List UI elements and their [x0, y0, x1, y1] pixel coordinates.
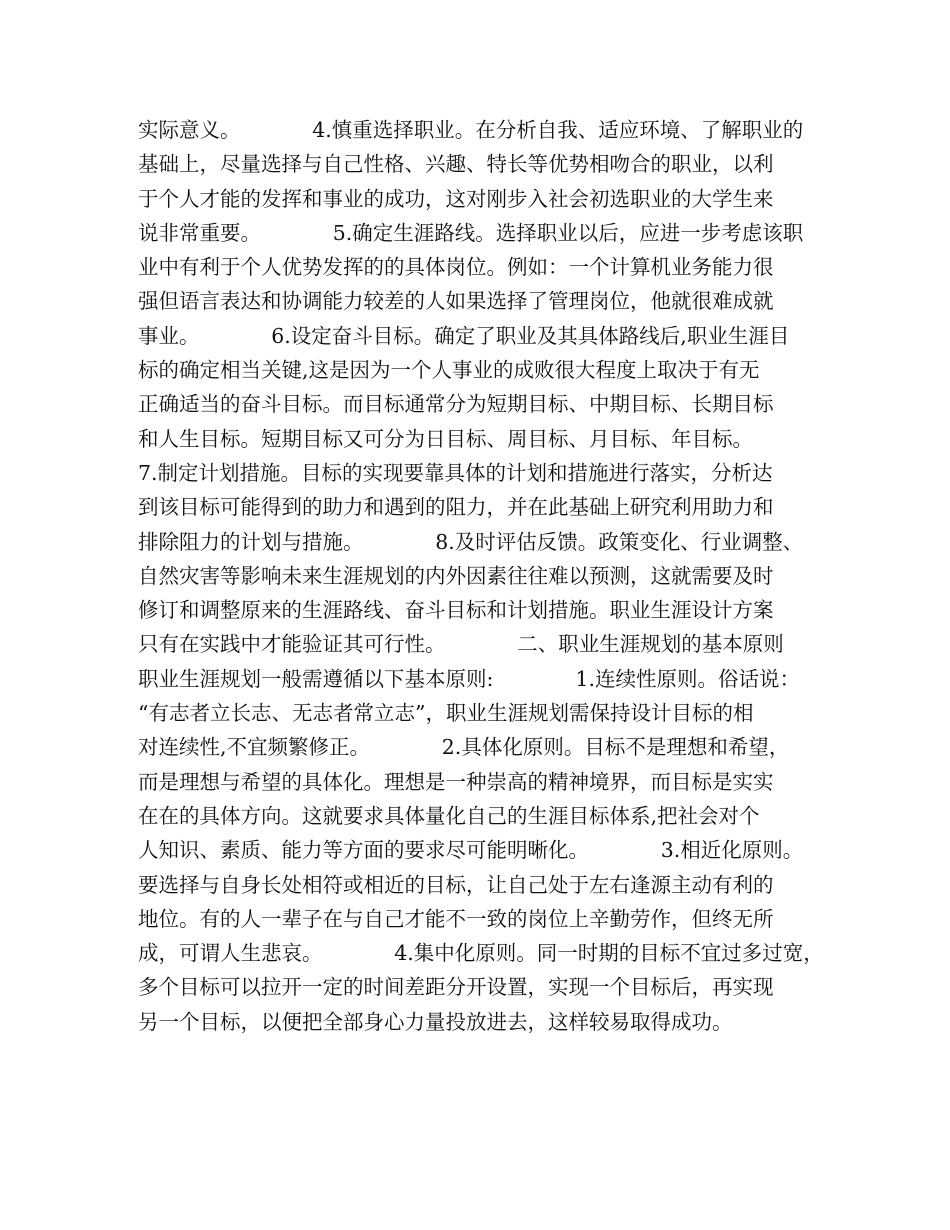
text-line: 修订和调整原来的生涯路线、奋斗目标和计划措施。职业生涯设计方案	[138, 598, 774, 623]
text-line: 业中有利于个人优势发挥的的具体岗位。例如：一个计算机业务能力很	[138, 255, 774, 280]
text-line: 正确适当的奋斗目标。而目标通常分为短期目标、中期目标、长期目标	[138, 392, 774, 417]
text-line: 实际意义。 4.慎重选择职业。在分析自我、适应环境、了解职业的	[138, 118, 804, 142]
text-line: 排除阻力的计划与措施。 8.及时评估反馈。政策变化、行业调整、	[138, 529, 804, 554]
text-line: 职业生涯规划一般需遵循以下基本原则: 1.连续性原则。俗话说：	[138, 666, 800, 691]
body-text	[138, 113, 838, 1039]
text-line: 人知识、素质、能力等方面的要求尽可能明晰化。 3.相近化原则。	[138, 838, 804, 863]
text-line: 到该目标可能得到的助力和遇到的阻力，并在此基础上研究利用助力和	[138, 495, 774, 520]
text-line: 要选择与自身长处相符或相近的目标，让自己处于左右逢源主动有利的	[138, 872, 774, 897]
text-line: 在在的具体方向。这就要求具体量化自己的生涯目标体系,把社会对个	[138, 803, 760, 828]
text-line: 于个人才能的发挥和事业的成功，这对刚步入社会初选职业的大学生来	[138, 186, 774, 211]
text-line: 另一个目标，以便把全部身心力量投放进去，这样较易取得成功。	[138, 1009, 733, 1034]
text-line: 对连续性,不宜频繁修正。 2.具体化原则。目标不是理想和希望，	[138, 735, 790, 760]
text-line: 只有在实践中才能验证其可行性。 二、职业生涯规划的基本原则	[138, 632, 784, 657]
text-line: 成，可谓人生悲哀。 4.集中化原则。同一时期的目标不宜过多过宽，	[138, 941, 824, 966]
text-line: 强但语言表达和协调能力较差的人如果选择了管理岗位，他就很难成就	[138, 289, 774, 314]
text-line: 基础上，尽量选择与自己性格、兴趣、特长等优势相吻合的职业，以利	[138, 152, 774, 177]
text-line: 事业。 6.设定奋斗目标。确定了职业及其具体路线后,职业生涯目	[138, 323, 790, 348]
text-line: 标的确定相当关键,这是因为一个人事业的成败很大程度上取决于有无	[138, 358, 760, 383]
text-line: 7.制定计划措施。目标的实现要靠具体的计划和措施进行落实，分析达	[138, 460, 773, 485]
text-line: 和人生目标。短期目标又可分为日目标、周目标、月目标、年目标。	[138, 426, 753, 451]
text-line: 地位。有的人一辈子在与自己才能不一致的岗位上辛勤劳作，但终无所	[138, 906, 774, 931]
text-line: 自然灾害等影响未来生涯规划的内外因素往往难以预测，这就需要及时	[138, 563, 774, 588]
text-line: “有志者立长志、无志者常立志”，职业生涯规划需保持设计目标的相	[138, 701, 754, 726]
text-line: 多个目标可以拉开一定的时间差距分开设置，实现一个目标后，再实现	[138, 975, 774, 1000]
text-line: 而是理想与希望的具体化。理想是一种崇高的精神境界，而目标是实实	[138, 769, 774, 794]
text-line: 说非常重要。 5.确定生涯路线。选择职业以后，应进一步考虑该职	[138, 220, 804, 245]
